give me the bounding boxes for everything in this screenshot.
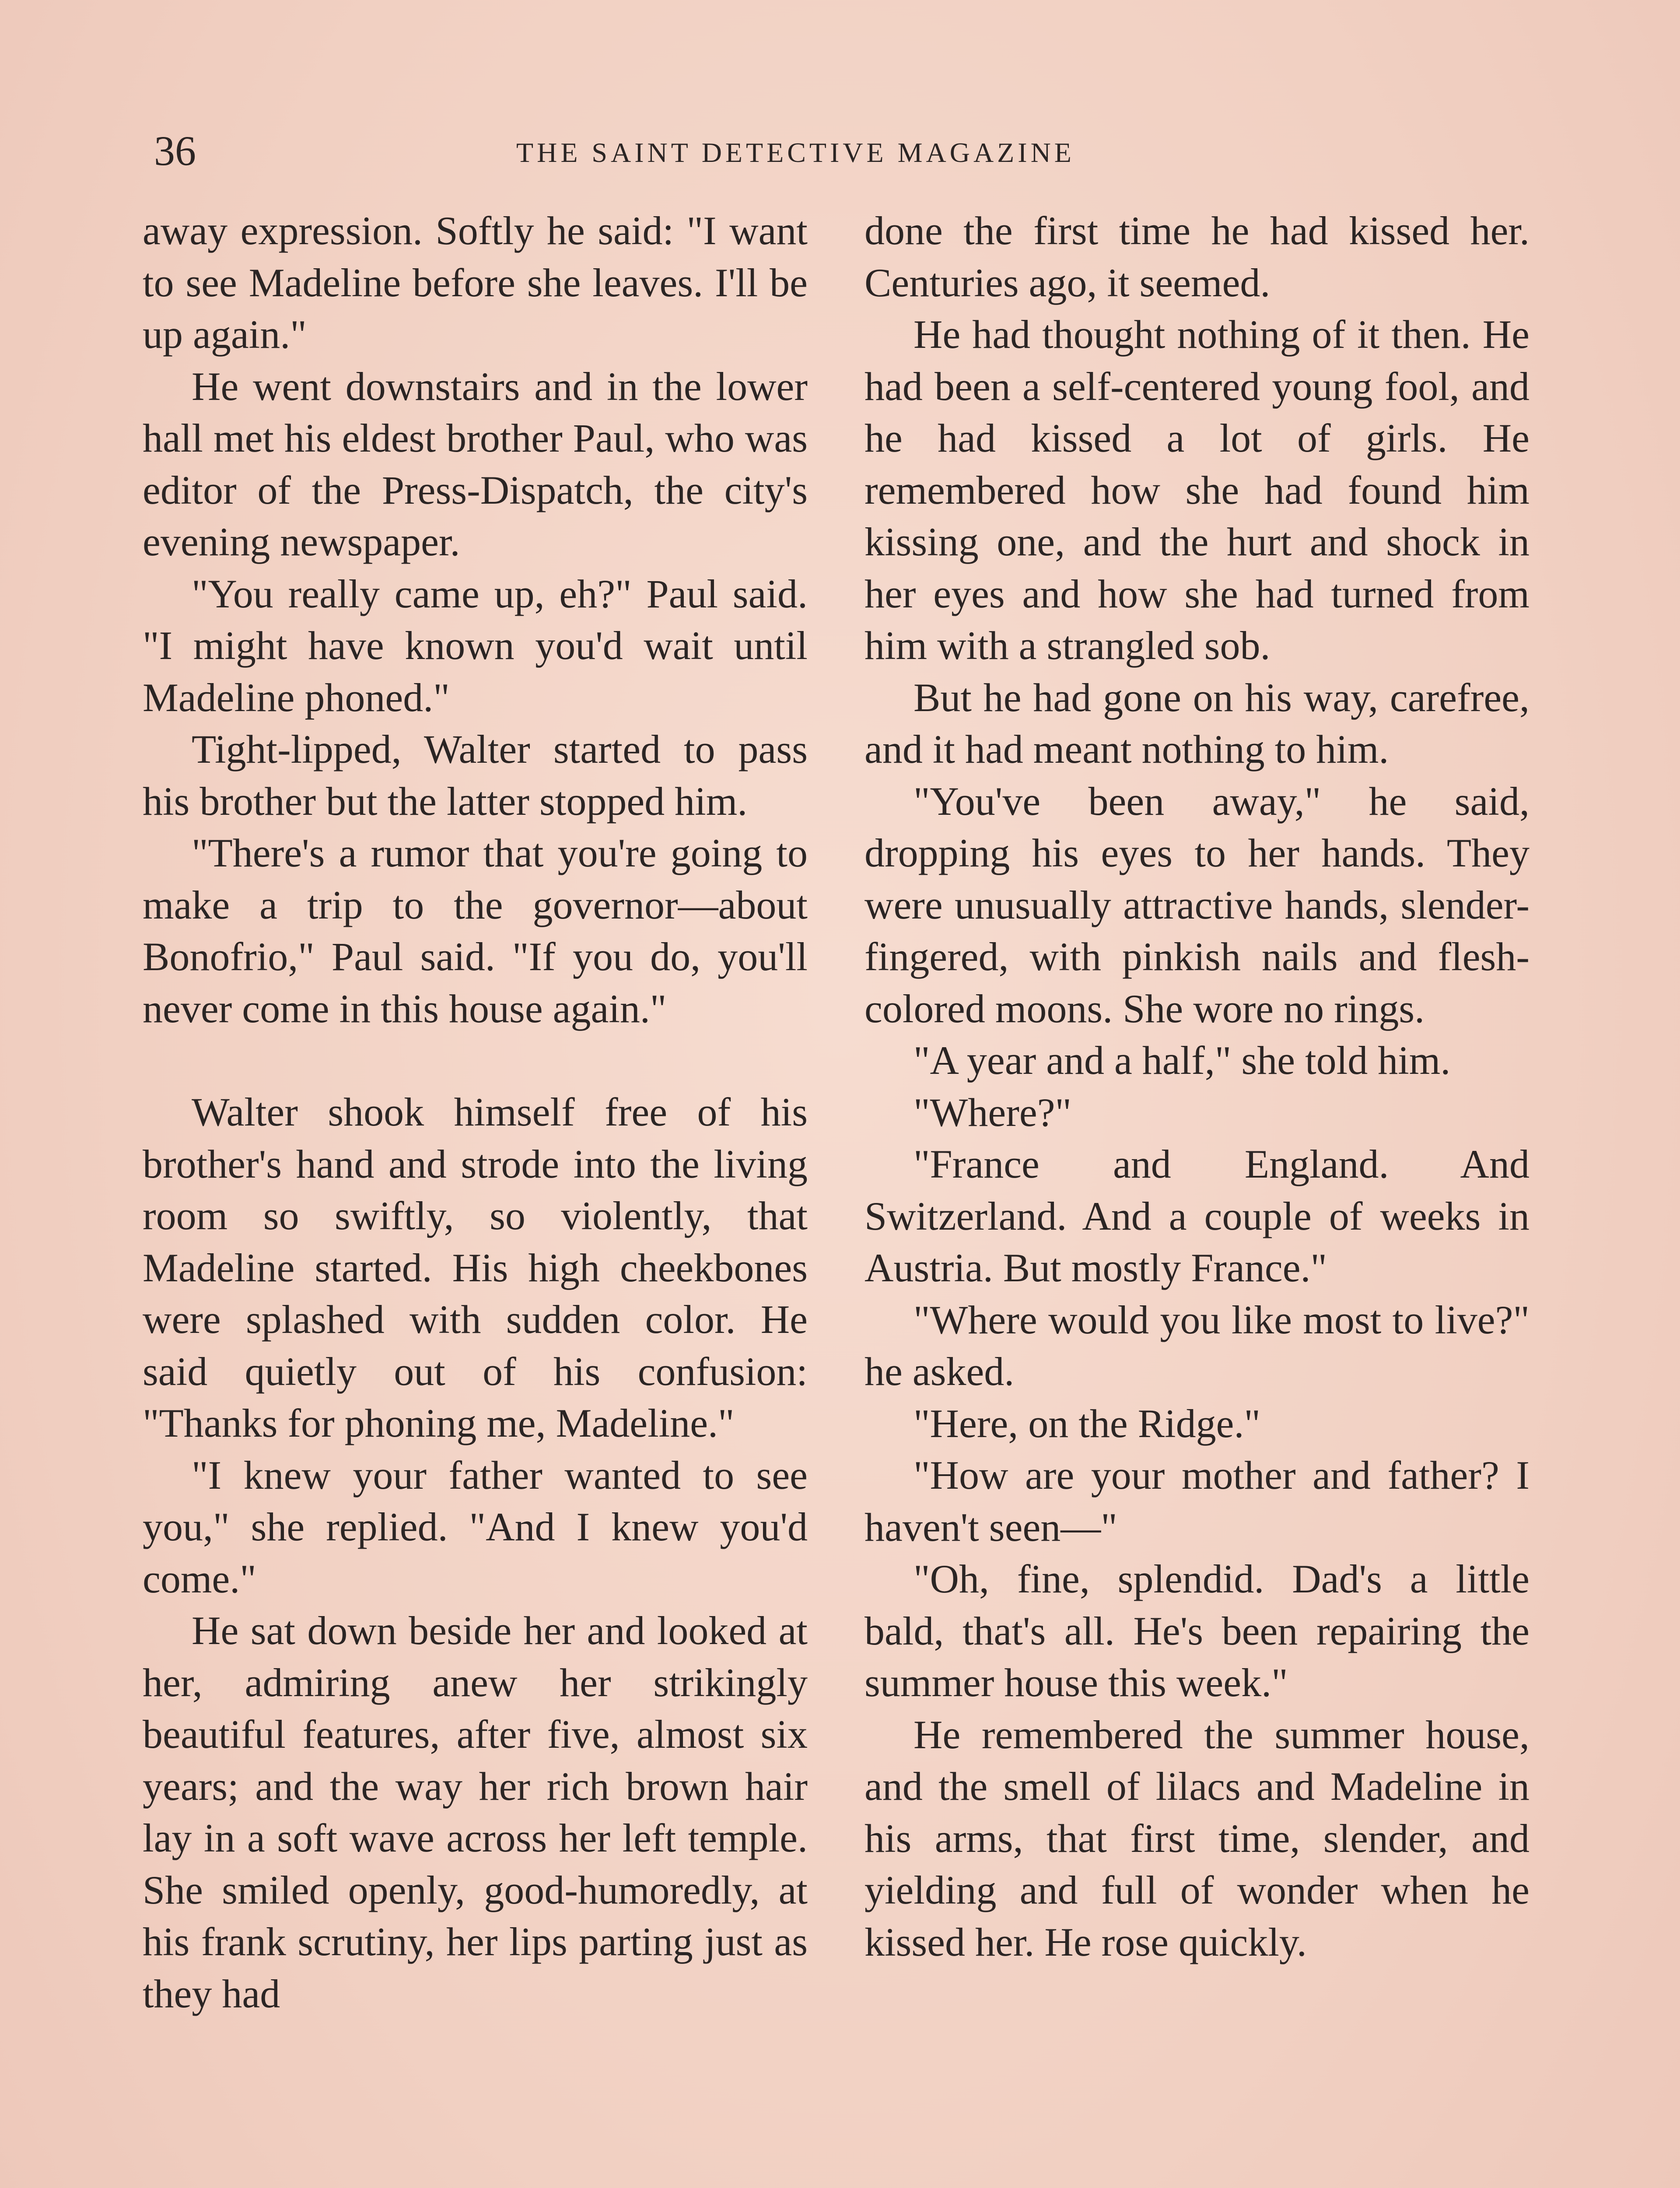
paragraph: "Where would you like most to live?" he asked. [864, 1297, 1530, 1394]
running-header [0, 127, 1680, 179]
left-column [143, 205, 808, 2020]
paragraph: done the first time he had kissed her. Centuries ago, it seemed. [864, 208, 1530, 305]
paragraph: "You've been away," he said, dropping his eyes to her hands. They were unusually attractive hands, slender-fingered, with pinkish nails and flesh-colored moons. She wore no rings. [864, 778, 1530, 1031]
paragraph: "I knew your father wanted to see you," she replied. "And I knew you'd come." [143, 1452, 808, 1601]
paragraph: "Where?" [914, 1090, 1072, 1135]
paragraph: He had thought nothing of it then. He had been a self-centered young fool, and he had kissed a lot of girls. He remembered how she had found him kissing one, and the hurt and shock in her eyes and how she had turned from him with a strangled sob. [864, 312, 1530, 668]
magazine-title: THE SAINT DETECTIVE MAGAZINE [516, 137, 1075, 168]
right-column [864, 205, 1530, 1968]
paragraph: "France and England. And Switzerland. And a couple of weeks in Austria. But mostly France." [864, 1142, 1530, 1290]
paragraph: Walter shook himself free of his brother's hand and strode into the living room so swiftly, so violently, that Madeline started. His high cheekbones were splashed with sudden color. He said quietly out of his confusion: "Thanks for phoning me, Madeline." [143, 1090, 808, 1445]
paragraph: "You really came up, eh?" Paul said. "I might have known you'd wait until Madeline phoned." [143, 571, 808, 720]
paragraph: "There's a rumor that you're going to make a trip to the governor—about Bonofrio," Paul said. "If you do, you'll never come in this house again." [143, 831, 808, 1031]
paragraph: He went downstairs and in the lower hall met his eldest brother Paul, who was editor of the Press-Dispatch, the city's evening newspaper. [143, 364, 808, 564]
paragraph: Tight-lipped, Walter started to pass his brother but the latter stopped him. [143, 727, 808, 824]
paragraph: "How are your mother and father? I haven't seen—" [864, 1453, 1530, 1550]
paragraph: "Oh, fine, splendid. Dad's a little bald, that's all. He's been repairing the summer house this week." [864, 1557, 1530, 1705]
paragraph: He sat down beside her and looked at her, admiring anew her strikingly beautiful features, after five, almost six years; and the way her rich brown hair lay in a soft wave across her left temple. She smiled openly, good-humoredly, at his frank scrutiny, her lips parting just as they had [143, 1608, 808, 2016]
paragraph: "A year and a half," she told him. [914, 1038, 1451, 1083]
paragraph: He remembered the summer house, and the smell of lilacs and Madeline in his arms, that first time, slender, and yielding and full of wonder when he kissed her. He rose quickly. [864, 1712, 1530, 1964]
paragraph: But he had gone on his way, carefree, and it had meant nothing to him. [864, 675, 1530, 771]
paragraph: away expression. Softly he said: "I want to see Madeline before she leaves. I'll be up again." [143, 208, 808, 357]
section-break [143, 1034, 808, 1086]
paragraph: "Here, on the Ridge." [914, 1401, 1261, 1446]
page-number: 36 [154, 127, 196, 174]
